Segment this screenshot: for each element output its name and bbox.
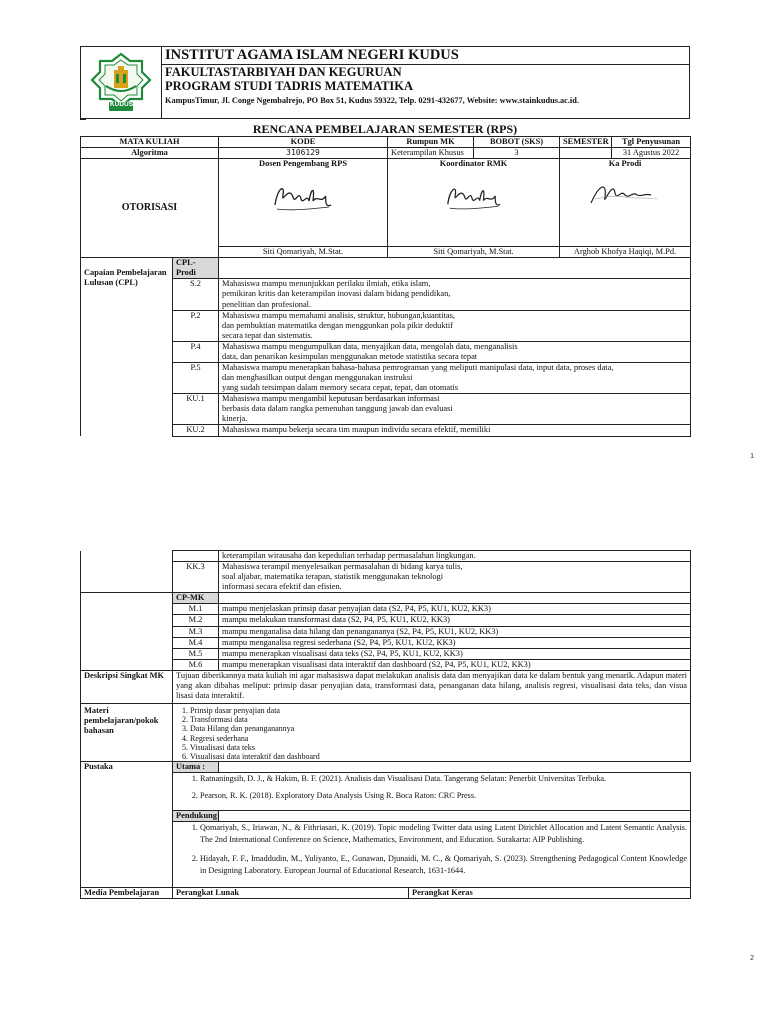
- name-kaprodi: Arghob Khofya Haqiqi, M.Pd.: [560, 247, 691, 258]
- cpmk-text: mampu menganalisa data hilang dan penangananya (S2, P4, P5, KU1, KU2, KK3): [219, 626, 691, 637]
- otorisasi-row: [81, 159, 691, 247]
- list-item: 6. Visualisasi data interaktif dan dashboard: [190, 752, 687, 761]
- page-2-content: [80, 550, 690, 899]
- cpmk-row: [81, 626, 691, 637]
- cpmk-row: [81, 615, 691, 626]
- pustaka-utama-list-row: [81, 773, 691, 811]
- pustaka-utama-row: [81, 762, 691, 773]
- list-item: 3. Data Hilang dan penanganannya: [190, 724, 687, 733]
- cpmk-heading: CP-MK: [173, 593, 219, 604]
- logo-text: KUDUS: [109, 101, 134, 108]
- cpmk-row: [81, 648, 691, 659]
- cpl-code: P.2: [173, 310, 219, 341]
- utama-list-cell: [173, 773, 691, 811]
- bobot-value: 3: [474, 148, 560, 159]
- cpl-text: Mahasiswa mampu memahami analisis, struktur, hubungan,kuantitas, dan pembuktian matematika dengan menggunkan pola pikir deduktif secara tepat dan sistematis.: [219, 310, 691, 341]
- cpl-row: [81, 341, 691, 362]
- col-tgl: Tgl Penyusunan: [612, 137, 691, 148]
- cpl-row: [81, 310, 691, 341]
- cpmk-code: M.1: [173, 604, 219, 615]
- otorisasi-label: OTORISASI: [81, 159, 219, 258]
- cpmk-row: [81, 637, 691, 648]
- institute-name: INSTITUT AGAMA ISLAM NEGERI KUDUS: [162, 47, 689, 65]
- signature-koordinator: [388, 159, 560, 247]
- cpmk-code: M.5: [173, 648, 219, 659]
- list-item: 5. Visualisasi data teks: [190, 743, 687, 752]
- list-item: 1. Qomariyah, S., Iriawan, N., & Fithriasari, K. (2019). Topic modeling Twitter data using Latent Dirichlet Allocation and Latent Semantic Analysis. The 2nd International Conference on Science, Mathematics, Environment, and Education. Surakarta: AIP Publishing.: [200, 822, 687, 847]
- rps-value-row: [81, 148, 691, 159]
- cpl-prodi-heading: CPL-Prodi: [173, 258, 219, 279]
- cpl-row: [81, 279, 691, 310]
- semester-value: [560, 148, 612, 159]
- list-item: 2. Transformasi data: [190, 715, 687, 724]
- cpl-code: P.5: [173, 363, 219, 394]
- col-mata-kuliah: MATA KULIAH: [81, 137, 219, 148]
- rps-header-row: [81, 137, 691, 148]
- col-rumpun: Rumpun MK: [388, 137, 474, 148]
- cpl-text: Mahasiswa mampu mengambil keputusan berdasarkan informasi berbasis data dalam rangka pemenuhan tanggung jawab dan evaluasi kinerja.: [219, 394, 691, 425]
- media-label: Media Pembelajaran: [81, 888, 173, 899]
- signature-dosen: [219, 159, 388, 247]
- cpmk-code: M.2: [173, 615, 219, 626]
- rps-section: [80, 119, 690, 437]
- deskripsi-text: Tujuan diberikannya mata kuliah ini agar mahasiswa dapat melakukan analisis data dan menyajikan data ke dalam bentuk yang menarik. Adapun materi yang akan dibahas meliput: prinsip dasar penyajian data, transformasi data, penanganan data hilang, analisis regresi, visualisasi data teks, dan visua lisasi data interaktif.: [173, 670, 691, 703]
- role-kaprodi: Ka Prodi: [608, 159, 642, 169]
- pendukung-list-cell: [173, 821, 691, 887]
- role-koordinator: Koordinator RMK: [439, 159, 508, 169]
- cpl-code: P.4: [173, 341, 219, 362]
- cpmk-code: M.6: [173, 659, 219, 670]
- deskripsi-row: [81, 670, 691, 703]
- list-item: 2. Hidayah, F. F., Imaddudin, M., Yuliyanto, E., Gunawan, Djunaidi, M. C., & Qomariyah, S. (2023). Strengthening Pedagogical Content Knowledge in Designing Laboratory. European Journal of Educational Research, 1631-1644.: [200, 853, 687, 878]
- cpl-continued-row: [81, 551, 691, 562]
- mata-kuliah-value: Algoritma: [81, 148, 219, 159]
- cpmk-text: mampu menjelaskan prinsip dasar penyajian data (S2, P4, P5, KU1, KU2, KK3): [219, 604, 691, 615]
- cpl-row: [81, 363, 691, 394]
- cpl-code: S.2: [173, 279, 219, 310]
- institute-address: KampusTimur, Jl. Conge Ngembalrejo, PO Box 51, Kudus 59322, Telp. 0291-432677, Website: www.stainkudus.ac.id.: [165, 96, 579, 105]
- cpl-text: Mahasiswa mampu mengumpulkan data, menyajikan data, mengolah data, menganalisis data, dan penarikan kesimpulan menggunakan metode statistika secara tepat: [219, 341, 691, 362]
- cpl-text: Mahasiswa mampu menerapkan bahasa-bahasa pemrograman yang meliputi manipulasi data, input data, proses data, dan menghasilkan output dengan menggunakan instruksi yang sudah tersimpan dalam memory secara cepat, tepat, dan otomatis: [219, 363, 691, 394]
- utama-heading: Utama :: [173, 762, 219, 773]
- materi-list: [176, 706, 687, 761]
- col-bobot: BOBOT (SKS): [474, 137, 560, 148]
- cpl-row: [81, 562, 691, 593]
- rps-title: RENCANA PEMBELAJARAN SEMESTER (RPS): [252, 122, 518, 136]
- signature-icon: [271, 175, 335, 215]
- list-item: 2. Pearson, R. K. (2018). Exploratory Data Analysis Using R. Boca Raton: CRC Press.: [200, 790, 687, 802]
- pustaka-label: Pustaka: [81, 762, 173, 888]
- page-number: 2: [750, 955, 754, 962]
- cpmk-text: mampu menganalisa regresi sederhana (S2, P4, P5, KU1, KU2, KK3): [219, 637, 691, 648]
- pustaka-pendukung-list-row: [81, 821, 691, 887]
- cpmk-text: mampu menerapkan visualisasi data interaktif dan dashboard (S2, P4, P5, KU1, KU2, KK3): [219, 659, 691, 670]
- deskripsi-label: Deskripsi Singkat MK: [81, 670, 173, 703]
- name-dosen: Siti Qomariyah, M.Stat.: [219, 247, 388, 258]
- materi-list-cell: [173, 704, 691, 762]
- cpmk-row: [81, 604, 691, 615]
- cpl-code: KU.1: [173, 394, 219, 425]
- cpl-text: Mahasiswa mampu bekerja secara tim maupun individu secara efektif, memiliki: [219, 425, 691, 436]
- tgl-value: 31 Agustus 2022: [612, 148, 691, 159]
- cpl-code: KU.2: [173, 425, 219, 436]
- signature-icon: [585, 175, 665, 215]
- col-semester: SEMESTER: [560, 137, 612, 148]
- rps-table: [80, 136, 691, 437]
- cpl-row: [81, 394, 691, 425]
- perangkat-keras-label: Perangkat Keras: [409, 888, 691, 899]
- perangkat-lunak-label: Perangkat Lunak: [173, 888, 409, 899]
- pendukung-list: [176, 822, 687, 877]
- pendukung-heading: Pendukung:: [173, 810, 219, 821]
- faculty-name: FAKULTASTARBIYAH DAN KEGURUAN: [165, 65, 402, 79]
- materi-row: [81, 704, 691, 762]
- cpl-text: Mahasiswa terampil menyelesaikan permasalahan di bidang karya tulis, soal aljabar, matematika terapan, statistik menggunakan teknologi informasi secara efektif dan efisien.: [219, 562, 691, 593]
- cpl-label: Capaian Pembelajaran Lulusan (CPL): [81, 258, 173, 436]
- kode-value: 3106129: [219, 148, 388, 159]
- rumpun-value: Keterampilan Khusus: [388, 148, 474, 159]
- list-item: 1. Ratnaningsih, D. J., & Hakim, B. F. (2021). Analisis dan Visualisasi Data. Tangerang Selatan: Penerbit Universitas Terbuka.: [200, 773, 687, 785]
- cpl-text: Mahasiswa mampu menunjukkan perilaku ilmiah, etika islam, pemikiran kritis dan keterampilan inovasi dalam bidang pendidikan, penelitian dan profesional.: [219, 279, 691, 310]
- cpmk-text: mampu melakukan transformasi data (S2, P4, P5, KU1, KU2, KK3): [219, 615, 691, 626]
- materi-label: Materi pembelajaran/pokok bahasan: [81, 704, 173, 762]
- cpmk-text: mampu menerapkan visualisasi data teks (S2, P4, P5, KU1, KU2, KK3): [219, 648, 691, 659]
- list-item: 1. Prinsip dasar penyajian data: [190, 706, 687, 715]
- role-dosen: Dosen Pengembang RPS: [259, 159, 347, 169]
- cpl-heading-row: [81, 258, 691, 279]
- pustaka-pendukung-row: [81, 810, 691, 821]
- cpmk-code: M.3: [173, 626, 219, 637]
- rps-table-continued: [80, 550, 691, 899]
- list-item: 4. Regresi sederhana: [190, 734, 687, 743]
- name-koordinator: Siti Qomariyah, M.Stat.: [388, 247, 560, 258]
- institution-logo: [81, 47, 162, 118]
- cpl-code: KK.3: [173, 562, 219, 593]
- media-row: [81, 888, 691, 899]
- letterhead: [80, 46, 690, 119]
- signature-icon: [444, 175, 504, 215]
- program-name: PROGRAM STUDI TADRIS MATEMATIKA: [165, 79, 414, 93]
- cpmk-code: M.4: [173, 637, 219, 648]
- page-number: 1: [750, 453, 754, 460]
- utama-list: [176, 773, 687, 802]
- cpmk-row: [81, 659, 691, 670]
- cpl-row: [81, 425, 691, 436]
- cpmk-heading-row: [81, 593, 691, 604]
- cpl-text: keterampilan wirausaha dan kepedulian terhadap permasalahan lingkungan.: [219, 551, 691, 562]
- signature-kaprodi: [560, 159, 691, 247]
- col-kode: KODE: [219, 137, 388, 148]
